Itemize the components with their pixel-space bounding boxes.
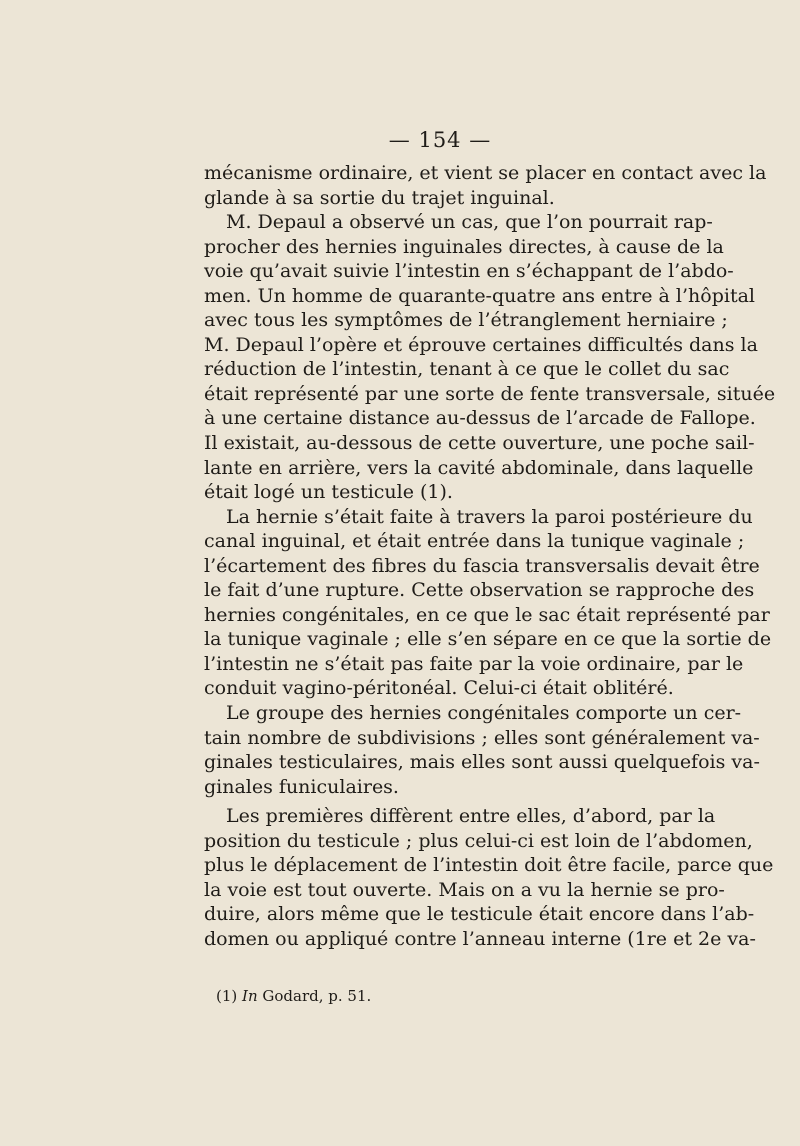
text-line: voie qu’avait suivie l’intestin en s’échappant de l’abdo- <box>204 260 734 283</box>
text-line: l’écartement des fibres du fascia transversalis devait être <box>204 554 760 577</box>
text-line: La hernie s’était faite à travers la paroi postérieure du <box>226 505 753 528</box>
text-line: le fait d’une rupture. Cette observation se rapproche des <box>204 579 755 602</box>
footnote-italic: In <box>242 987 258 1005</box>
text-line: hernies congénitales, en ce que le sac était représenté par <box>204 603 770 626</box>
text-line: était logé un testicule (1). <box>204 481 453 504</box>
text-line: domen ou appliqué contre l’anneau interne (1re et 2e va- <box>204 927 756 950</box>
footnote-marker: (1) <box>216 987 238 1005</box>
text-line: duire, alors même que le testicule était encore dans l’ab- <box>204 903 755 926</box>
text-line: M. Depaul l’opère et éprouve certaines difficultés dans la <box>204 333 758 356</box>
text-line: conduit vagino-péritonéal. Celui-ci était oblitéré. <box>204 677 674 700</box>
text-line: position du testicule ; plus celui-ci est loin de l’abdomen, <box>204 829 753 852</box>
footnote <box>216 987 371 1005</box>
text-line: était représenté par une sorte de fente transversale, située <box>204 382 776 405</box>
text-line: glande à sa sortie du trajet inguinal. <box>204 186 555 209</box>
text-line: réduction de l’intestin, tenant à ce que le collet du sac <box>204 358 730 381</box>
page-number: — 154 — <box>388 128 492 152</box>
footnote-text: Godard, p. 51. <box>262 987 372 1005</box>
text-line: Les premières diffèrent entre elles, d’abord, par la <box>226 805 716 828</box>
text-line: ginales funiculaires. <box>204 775 399 798</box>
text-line: procher des hernies inguinales directes, à cause de la <box>204 235 724 258</box>
text-line: mécanisme ordinaire, et vient se placer en contact avec la <box>204 162 767 184</box>
text-line: à une certaine distance au-dessus de l’arcade de Fallope. <box>204 407 756 430</box>
text-line: canal inguinal, et était entrée dans la tunique vaginale ; <box>204 530 745 553</box>
text-line: l’intestin ne s’était pas faite par la voie ordinaire, par le <box>204 652 744 675</box>
text-line: la voie est tout ouverte. Mais on a vu la hernie se pro- <box>204 878 725 901</box>
text-line: Le groupe des hernies congénitales comporte un cer- <box>226 702 742 725</box>
text-line: M. Depaul a observé un cas, que l’on pourrait rap- <box>226 211 713 234</box>
text-line: men. Un homme de quarante-quatre ans entre à l’hôpital <box>204 284 755 307</box>
text-line: Il existait, au-dessous de cette ouverture, une poche sail- <box>204 432 755 455</box>
text-line: plus le déplacement de l’intestin doit être facile, parce que <box>204 854 774 877</box>
text-line: avec tous les symptômes de l’étranglement herniaire ; <box>204 309 728 332</box>
text-line: tain nombre de subdivisions ; elles sont généralement va- <box>204 726 760 749</box>
text-line: lante en arrière, vers la cavité abdominale, dans laquelle <box>204 456 754 479</box>
text-line: ginales testiculaires, mais elles sont aussi quelquefois va- <box>204 751 760 774</box>
text-line: la tunique vaginale ; elle s’en sépare en ce que la sortie de <box>204 628 772 651</box>
body-text <box>204 161 776 952</box>
